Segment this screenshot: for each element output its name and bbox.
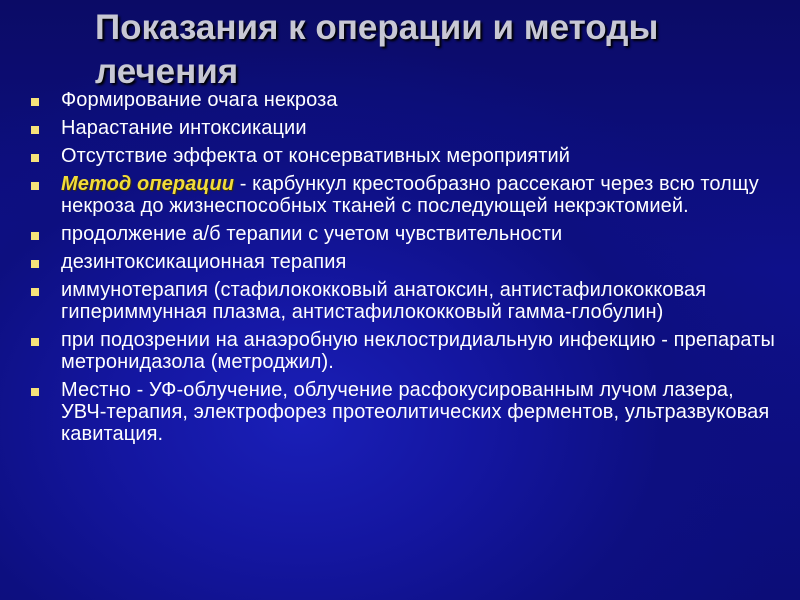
bullet-item-no-effect xyxy=(0,145,781,167)
bullet-item-antibiotic-therapy xyxy=(0,223,781,245)
bullet-text: дезинтоксикационная терапия xyxy=(61,251,347,273)
operation-method-label: Метод операции xyxy=(61,173,235,195)
square-bullet-icon xyxy=(31,126,39,134)
bullet-item-immunotherapy xyxy=(0,279,781,323)
bullet-text: иммунотерапия (стафилококковый анатоксин, антистафилококковая гипериммунная плазма, антистафилококковый гамма-глобулин) xyxy=(61,279,707,323)
square-bullet-icon xyxy=(31,288,39,296)
bullet-text: при подозрении на анаэробную неклостридиальную инфекцию - препараты метронидазола (метроджил). xyxy=(61,329,775,373)
bullet-text: продолжение а/б терапии с учетом чувствительности xyxy=(61,223,563,245)
bullet-list xyxy=(0,89,781,451)
square-bullet-icon xyxy=(31,388,39,396)
square-bullet-icon xyxy=(31,338,39,346)
bullet-item-formation xyxy=(0,89,781,111)
square-bullet-icon xyxy=(31,154,39,162)
bullet-text: Отсутствие эффекта от консервативных мероприятий xyxy=(61,145,571,167)
bullet-text: - карбункул крестообразно рассекают через всю толщу некроза до жизнеспособных тканей с последующей некрэктомией. xyxy=(61,173,759,217)
square-bullet-icon xyxy=(31,232,39,240)
slide-title: Показания к операции и методы лечения xyxy=(95,8,659,91)
bullet-item-operation-method xyxy=(0,173,781,217)
square-bullet-icon xyxy=(31,182,39,190)
bullet-text: Местно - УФ-облучение, облучение расфокусированным лучом лазера, УВЧ-терапия, электрофорез протеолитических ферментов, ультразвуковая кавитация. xyxy=(61,379,770,445)
square-bullet-icon xyxy=(31,260,39,268)
square-bullet-icon xyxy=(31,98,39,106)
bullet-item-detox-therapy xyxy=(0,251,781,273)
bullet-text: Формирование очага некроза xyxy=(61,89,338,111)
bullet-item-intoxication xyxy=(0,117,781,139)
bullet-item-local-treatment xyxy=(0,379,781,445)
bullet-text: Нарастание интоксикации xyxy=(61,117,307,139)
bullet-item-anaerobic-infection xyxy=(0,329,781,373)
